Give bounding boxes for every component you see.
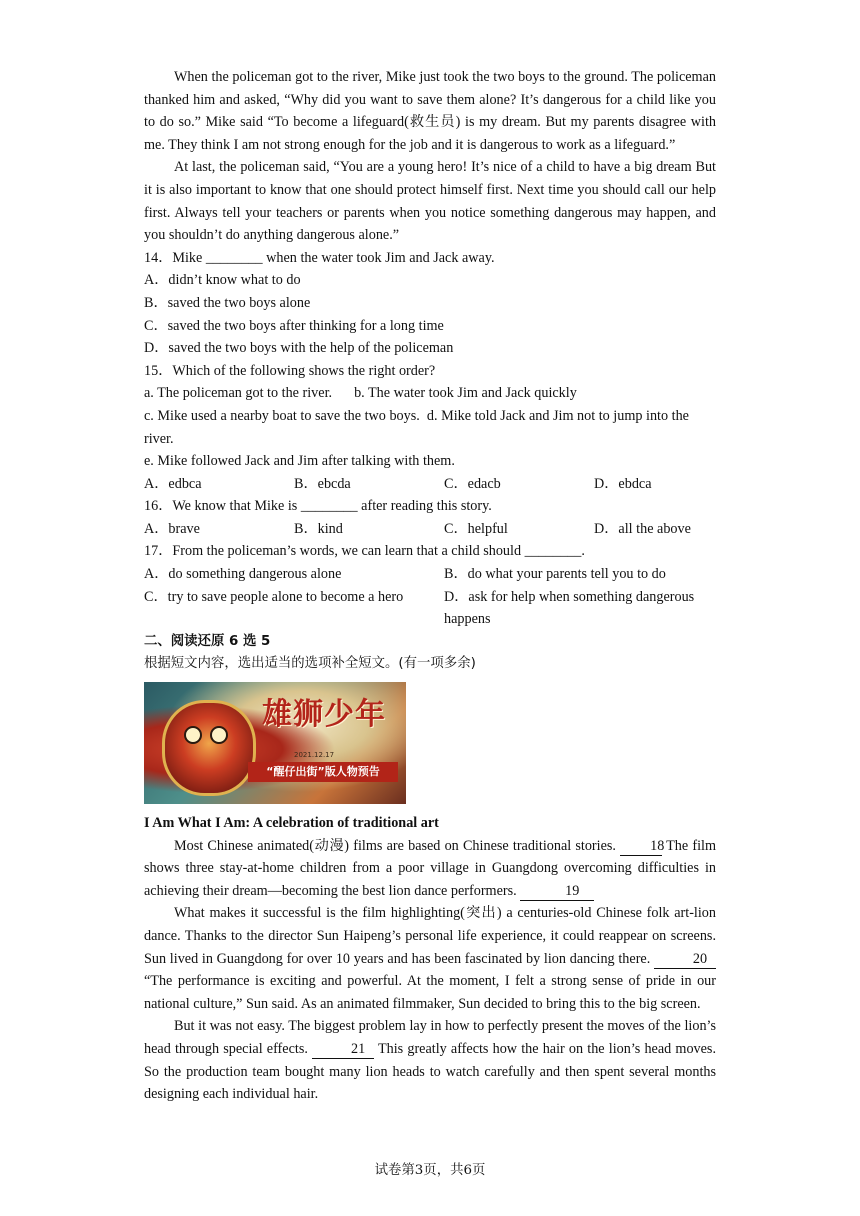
question-15-option-c[interactable]: C．edacb (444, 475, 501, 492)
text-segment: The film shows three stay-at-home children from a poor village in Guangdong overcoming difficulties in achieving their dream—becoming the best lion dance performers. (144, 837, 717, 899)
question-14-option-c[interactable]: C．saved the two boys after thinking for a long time (144, 317, 444, 334)
question-17-options-cd (144, 586, 716, 631)
film-poster-image (144, 682, 406, 804)
passage-paragraph: At last, the policeman said, “You are a young hero! It’s nice of a child to have a big dream But it is also important to know that one should protect himself first. Next time you should call our help first. Always tell your teachers or parents when you notice something dangerous may happen, and you shouldn’t do anything dangerous alone.” (144, 159, 716, 244)
page-footer: 试卷第3页，共6页 (374, 1163, 486, 1178)
passage-paragraph: When the policeman got to the river, Mike just took the two boys to the ground. The policeman thanked him and asked, “Why did you want to save them alone? It’s dangerous for a child like you to do so.” Mike said “To become a lifeguard(救生员) is my dream. But my parents disagree with me. They think I am not strong enough for the job and it is dangerous to work as a lifeguard.” (144, 69, 716, 153)
question-16-option-b[interactable]: B．kind (294, 520, 343, 537)
question-15-stem: 15．Which of the following shows the right order? (144, 362, 436, 379)
question-15-statements-ab (144, 382, 716, 405)
statement-b: b. The water took Jim and Jack quickly (354, 385, 577, 402)
text-segment: But it was not easy. The biggest problem lay in how to perfectly present the moves of the lion’s head through special effects. (144, 1018, 716, 1057)
question-17-option-a[interactable]: A．do something dangerous alone (144, 566, 342, 583)
poster-title: 雄狮少年 (262, 697, 386, 733)
statement-c: c. Mike used a nearby boat to save the two boys. (144, 407, 420, 424)
question-15-option-b[interactable]: B．ebcda (294, 475, 351, 492)
section-instruction: 根据短文内容，选出适当的选项补全短文。(有一项多余) (144, 656, 476, 672)
question-15-option-d[interactable]: D．ebdca (594, 475, 652, 492)
question-14-option-b[interactable]: B．saved the two boys alone (144, 294, 311, 311)
text-segment: Most Chinese animated(动漫) films are based on Chinese traditional stories. (174, 837, 616, 854)
statement-d: d. Mike told Jack and Jim not to jump into the river. (144, 407, 689, 447)
text-segment: What makes it successful is the film highlighting(突出) a centuries-old Chinese folk art-lion dance. Thanks to the director Sun Haipeng’s personal life experience, it could reappear on screens. Sun lived in Guangdong for over 10 years and has been fascinated by lion dancing there. (144, 905, 716, 967)
question-16-stem: 16．We know that Mike is ________ after reading this story. (144, 498, 492, 515)
lion-eye-icon (210, 726, 228, 744)
answer-blank-20[interactable]: 20 (654, 950, 716, 969)
question-14-stem: 14．Mike ________ when the water took Jim and Jack away. (144, 249, 495, 266)
poster-date: 2021.12.17 (294, 751, 335, 760)
text-segment: “The performance is exciting and powerful. At the moment, I felt a strong sense of pride in our national culture,” Sun said. As an animated filmmaker, Sun decided to bring this to the big screen. (144, 973, 716, 1012)
lion-eye-icon (184, 726, 202, 744)
question-15-options (144, 473, 716, 496)
question-16-options (144, 518, 716, 541)
poster-banner: “醒仔出街”版人物预告 (248, 762, 398, 782)
section-heading: 二、阅读还原 6 选 5 (144, 633, 271, 649)
question-17-stem: 17．From the policeman’s words, we can learn that a child should ________. (144, 543, 585, 560)
question-14-option-d[interactable]: D．saved the two boys with the help of the policeman (144, 340, 454, 357)
question-17-option-d[interactable]: D．ask for help when something dangerous happens (444, 588, 695, 628)
statement-e: e. Mike followed Jack and Jim after talking with them. (144, 453, 455, 470)
question-15-option-a[interactable]: A．edbca (144, 475, 202, 492)
answer-blank-21[interactable]: 21 (312, 1040, 374, 1059)
question-17-option-b[interactable]: B．do what your parents tell you to do (444, 566, 666, 583)
question-16-option-d[interactable]: D．all the above (594, 520, 691, 537)
article-title: I Am What I Am: A celebration of traditional art (144, 815, 439, 832)
question-17-option-c[interactable]: C．try to save people alone to become a hero (144, 588, 404, 605)
article-paragraph (144, 1015, 716, 1105)
text-segment: This greatly affects how the hair on the lion’s head moves. So the production team bought many lion heads to watch carefully and then spent several months designing each individual hair. (144, 1040, 716, 1103)
statement-a: a. The policeman got to the river. (144, 385, 333, 402)
article-paragraph (144, 835, 716, 903)
question-16-option-c[interactable]: C．helpful (444, 520, 508, 537)
answer-blank-18[interactable]: 18 (620, 837, 662, 856)
question-17-options-ab (144, 563, 716, 586)
article-paragraph (144, 902, 716, 1015)
question-14-option-a[interactable]: A．didn’t know what to do (144, 272, 301, 289)
question-16-option-a[interactable]: A．brave (144, 520, 200, 537)
question-15-statements-cd (144, 405, 716, 450)
lion-head-illustration (162, 700, 256, 796)
answer-blank-19[interactable]: 19 (520, 882, 594, 901)
exam-page (144, 66, 716, 1106)
